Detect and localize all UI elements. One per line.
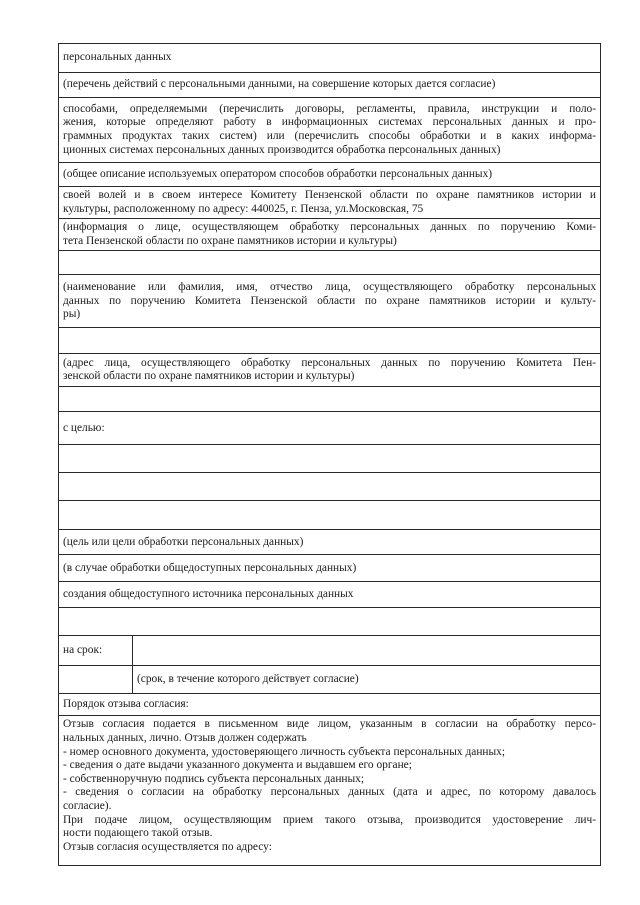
revocation-line: - собственноручную подпись субъекта персональных данных; [63, 772, 365, 785]
methods-line: жения, которые определяют работу в информационных системах персональных данных и про- [63, 116, 597, 129]
consent-form-table [58, 43, 600, 866]
term-caption-cell: (срок, в течение которого действует согласие) [133, 666, 601, 694]
revocation-line: - номер основного документа, удостоверяющего личность субъекта персональных данных; [63, 745, 506, 758]
revocation-line: Отзыв согласия осуществляется по адресу: [63, 840, 272, 853]
revocation-heading-row: Порядок отзыва согласия: [59, 694, 601, 716]
methods-line: граммных продуктах таких систем) или (перечислить способы обработки и в каких информа- [63, 130, 597, 142]
revocation-line: При подаче лицом, осуществляющим прием такого отзыва, производится удостоверение лич- [63, 813, 597, 826]
operator-caption-line: (информация о лице, осуществляющем обработку персональных данных по поручению Коми- [63, 221, 597, 234]
blank-row [59, 473, 601, 501]
blank-row [59, 387, 601, 412]
methods-row [59, 98, 601, 163]
actions-caption-row: (перечень действий с персональными данными, на совершение которых дается согласие) [59, 73, 601, 98]
processor-name-line: данных по поручению Комитета Пензенской области по охране памятников истории и культу- [63, 294, 597, 307]
processor-address-line: зенской области по охране памятников истории и культуры) [63, 370, 355, 383]
processor-name-line: (наименование или фамилия, имя, отчество лица, осуществляющего обработку персональных [63, 280, 597, 293]
revocation-line: ности подающего такой отзыв. [63, 827, 213, 840]
blank-row [59, 445, 601, 473]
operator-line: культуры, расположенному по адресу: 440025, г. Пенза, ул.Московская, 75 [63, 202, 424, 215]
revocation-line: нальных данных, лично. Отзыв должен содержать [63, 731, 307, 744]
operator-caption-line: тета Пензенской области по охране памятников истории и культуры) [63, 234, 397, 247]
blank-row [59, 608, 601, 636]
operator-row [59, 187, 601, 219]
operator-caption-row [59, 219, 601, 251]
processor-name-caption-row [59, 275, 601, 328]
purpose-label-row: с целью: [59, 412, 601, 445]
methods-caption-row: (общее описание используемых оператором способов обработки персональных данных) [59, 163, 601, 187]
revocation-line: - сведения о дате выдачи указанного документа и выдавшем его органе; [63, 759, 412, 772]
revocation-line: согласие). [63, 799, 112, 812]
revocation-text-row [59, 716, 601, 866]
processor-address-caption-row [59, 354, 601, 387]
methods-line: ционных системах персональных данных производится обработка персональных данных) [63, 143, 501, 156]
methods-line: способами, определяемыми (перечислить договоры, регламенты, правила, инструкции и поло- [63, 102, 597, 115]
term-value-cell [133, 636, 601, 666]
public-source-row: создания общедоступного источника персональных данных [59, 582, 601, 608]
processing-subject-row: персональных данных [59, 44, 601, 73]
public-data-caption-row: (в случае обработки общедоступных персональных данных) [59, 555, 601, 582]
operator-line: своей волей и в своем интересе Комитету Пензенской области по охране памятников истории и [63, 189, 597, 201]
term-label-cell: на срок: [59, 636, 133, 666]
blank-row [59, 251, 601, 275]
blank-row [59, 328, 601, 354]
processor-address-line: (адрес лица, осуществляющего обработку персональных данных по поручению Комитета Пен- [63, 356, 597, 369]
term-blank-cell [59, 666, 133, 694]
revocation-line: - сведения о согласии на обработку персональных данных (дата и адрес, по которому давалось [63, 786, 597, 799]
processor-name-line: ры) [63, 308, 81, 321]
revocation-line: Отзыв согласия подается в письменном виде лицом, указанным в согласии на обработку персо- [63, 718, 597, 731]
blank-row [59, 501, 601, 530]
purpose-caption-row: (цель или цели обработки персональных данных) [59, 530, 601, 555]
